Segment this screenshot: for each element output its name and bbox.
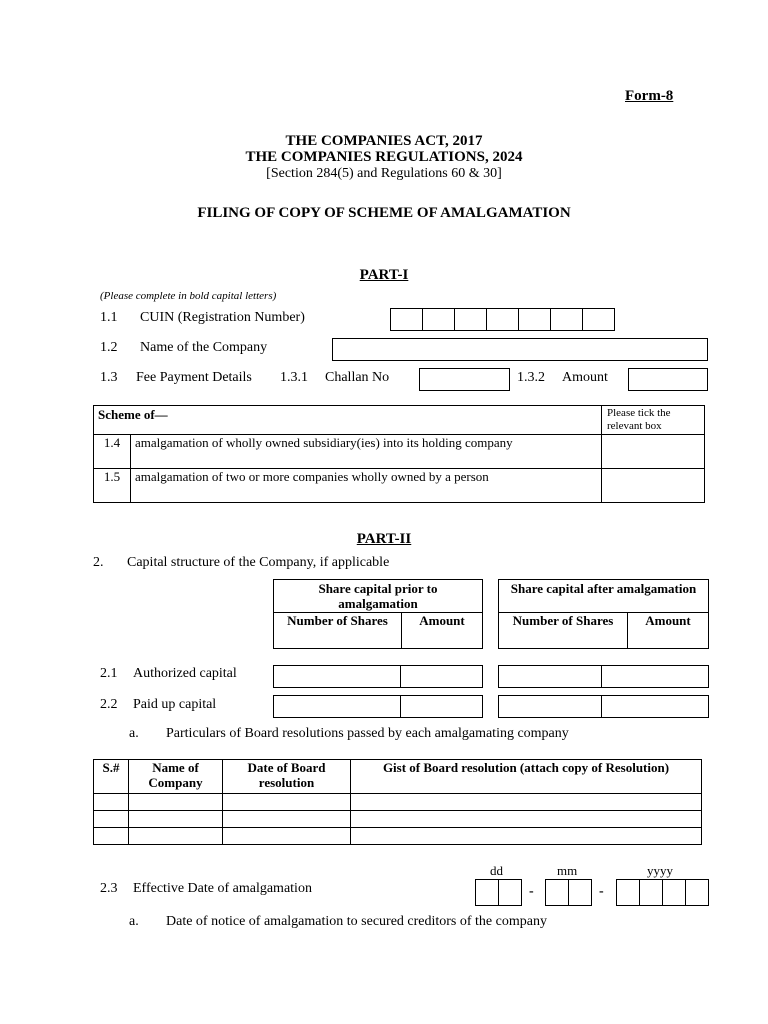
table-row <box>94 811 702 828</box>
table-cell[interactable] <box>351 828 702 845</box>
cuin-digit-box[interactable] <box>390 308 423 331</box>
date-separator: - <box>529 884 534 899</box>
prior-shares-header: Number of Shares <box>274 613 402 649</box>
q1-2-number: 1.2 <box>100 340 118 355</box>
q1-2-label: Name of the Company <box>140 340 268 355</box>
amount-label: Amount <box>562 370 608 385</box>
effective-date-day[interactable] <box>475 879 522 906</box>
authorized-prior-amount-input[interactable] <box>400 665 483 688</box>
board-resolution-table <box>93 759 702 845</box>
paidup-after-amount-input[interactable] <box>601 695 709 718</box>
part2-heading: PART-II <box>356 531 412 547</box>
q2-2-number: 2.2 <box>100 697 118 712</box>
effective-date-year[interactable] <box>616 879 709 906</box>
section-reference: [Section 284(5) and Regulations 60 & 30] <box>266 166 502 181</box>
date-digit-box[interactable] <box>685 879 709 906</box>
table-cell[interactable] <box>94 828 129 845</box>
q1-3-1-number: 1.3.1 <box>280 370 308 385</box>
table-cell[interactable] <box>351 811 702 828</box>
cuin-digit-box[interactable] <box>550 308 583 331</box>
col-resolution-gist: Gist of Board resolution (attach copy of Resolution) <box>351 760 702 794</box>
table-row <box>94 794 702 811</box>
q2-2-label: Paid up capital <box>133 697 217 712</box>
cuin-digit-box[interactable] <box>486 308 519 331</box>
scheme-table <box>93 405 705 503</box>
prior-header: Share capital prior to amalgamation <box>274 580 483 613</box>
q2-3a-label: Date of notice of amalgamation to secured creditors of the company <box>166 914 547 929</box>
table-cell[interactable] <box>94 811 129 828</box>
share-capital-after-table <box>498 579 709 649</box>
paidup-after-inputs <box>498 695 709 718</box>
q2-3a-number: a. <box>129 914 139 929</box>
tick-box-1-5[interactable] <box>602 469 705 503</box>
paidup-after-shares-input[interactable] <box>498 695 602 718</box>
regulations-title: THE COMPANIES REGULATIONS, 2024 <box>245 149 523 165</box>
date-digit-box[interactable] <box>639 879 663 906</box>
cuin-input[interactable] <box>390 308 615 331</box>
q1-3-2-number: 1.3.2 <box>517 370 545 385</box>
after-amount-header: Amount <box>628 613 709 649</box>
scheme-row-text: amalgamation of two or more companies wholly owned by a person <box>131 469 602 503</box>
paidup-prior-amount-input[interactable] <box>400 695 483 718</box>
table-row <box>94 828 702 845</box>
q1-3-number: 1.3 <box>100 370 118 385</box>
tick-box-1-4[interactable] <box>602 435 705 469</box>
cuin-digit-box[interactable] <box>582 308 615 331</box>
cuin-digit-box[interactable] <box>422 308 455 331</box>
authorized-after-shares-input[interactable] <box>498 665 602 688</box>
cuin-digit-box[interactable] <box>518 308 551 331</box>
q2-a-number: a. <box>129 726 139 741</box>
q2-3-number: 2.3 <box>100 881 118 896</box>
authorized-after-amount-input[interactable] <box>601 665 709 688</box>
col-resolution-date: Date of Board resolution <box>223 760 351 794</box>
table-row <box>94 469 705 503</box>
form-number: Form-8 <box>625 88 674 104</box>
form-title: FILING OF COPY OF SCHEME OF AMALGAMATION <box>197 205 571 221</box>
share-capital-prior-table <box>273 579 483 649</box>
date-separator: - <box>599 884 604 899</box>
q1-3-label: Fee Payment Details <box>136 370 252 385</box>
after-header: Share capital after amalgamation <box>499 580 709 613</box>
table-row <box>94 435 705 469</box>
table-cell[interactable] <box>223 828 351 845</box>
table-cell[interactable] <box>129 811 223 828</box>
authorized-prior-inputs <box>273 665 483 688</box>
date-digit-box[interactable] <box>568 879 592 906</box>
table-cell[interactable] <box>94 794 129 811</box>
fee-amount-input[interactable] <box>628 368 708 391</box>
col-company-name: Name of Company <box>129 760 223 794</box>
tick-header: Please tick the relevant box <box>602 406 705 435</box>
date-digit-box[interactable] <box>498 879 522 906</box>
after-shares-header: Number of Shares <box>499 613 628 649</box>
instruction-text: (Please complete in bold capital letters) <box>100 290 277 302</box>
q1-1-number: 1.1 <box>100 310 118 325</box>
q1-1-label: CUIN (Registration Number) <box>140 310 305 325</box>
act-title: THE COMPANIES ACT, 2017 <box>285 133 483 149</box>
date-digit-box[interactable] <box>662 879 686 906</box>
date-digit-box[interactable] <box>616 879 640 906</box>
part1-heading: PART-I <box>359 267 409 283</box>
table-cell[interactable] <box>129 828 223 845</box>
q2-a-label: Particulars of Board resolutions passed by each amalgamating company <box>166 726 569 741</box>
q2-number: 2. <box>93 555 104 570</box>
company-name-input[interactable] <box>332 338 708 361</box>
effective-date-month[interactable] <box>545 879 592 906</box>
challan-input[interactable] <box>419 368 510 391</box>
mm-label: mm <box>557 863 578 878</box>
table-cell[interactable] <box>129 794 223 811</box>
scheme-header: Scheme of— <box>94 406 602 435</box>
q2-label: Capital structure of the Company, if applicable <box>127 555 390 570</box>
challan-label: Challan No <box>325 370 390 385</box>
paidup-prior-shares-input[interactable] <box>273 695 401 718</box>
authorized-prior-shares-input[interactable] <box>273 665 401 688</box>
date-digit-box[interactable] <box>475 879 499 906</box>
table-cell[interactable] <box>223 794 351 811</box>
cuin-digit-box[interactable] <box>454 308 487 331</box>
yyyy-label: yyyy <box>647 863 673 878</box>
date-digit-box[interactable] <box>545 879 569 906</box>
scheme-row-text: amalgamation of wholly owned subsidiary(ies) into its holding company <box>131 435 602 469</box>
q2-3-label: Effective Date of amalgamation <box>133 881 312 896</box>
table-cell[interactable] <box>223 811 351 828</box>
col-sn: S.# <box>94 760 129 794</box>
table-cell[interactable] <box>351 794 702 811</box>
paidup-prior-inputs <box>273 695 483 718</box>
scheme-row-number: 1.4 <box>94 435 131 469</box>
q2-1-label: Authorized capital <box>133 666 237 681</box>
authorized-after-inputs <box>498 665 709 688</box>
q2-1-number: 2.1 <box>100 666 118 681</box>
dd-label: dd <box>490 863 503 878</box>
scheme-row-number: 1.5 <box>94 469 131 503</box>
prior-amount-header: Amount <box>402 613 483 649</box>
